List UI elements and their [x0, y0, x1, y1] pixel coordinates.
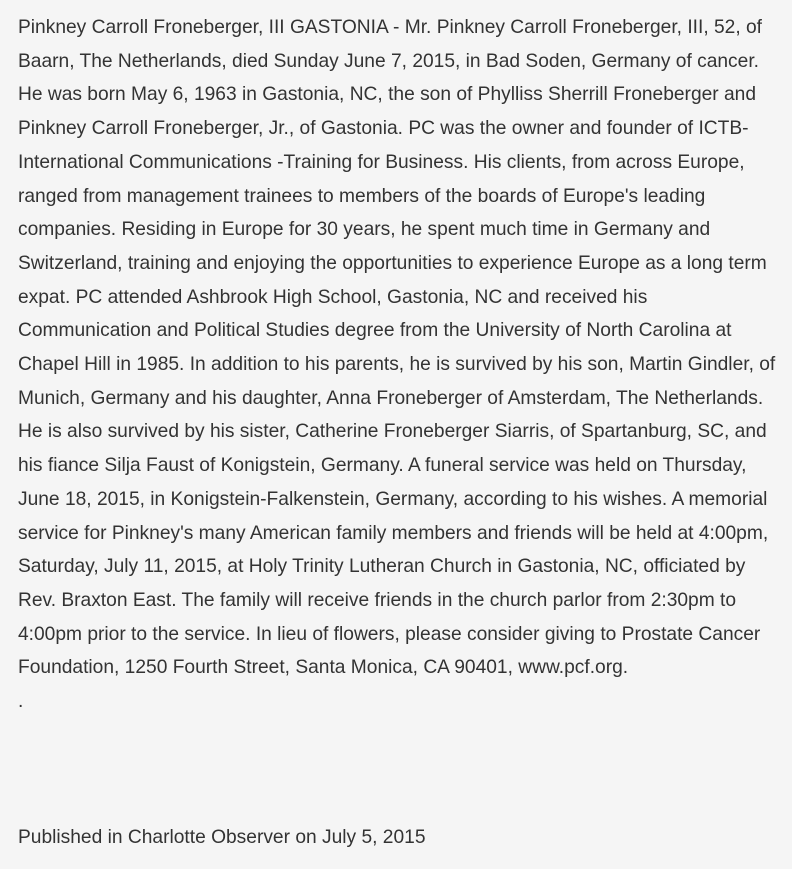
publication-line	[18, 821, 426, 855]
publication-date: July 5, 2015	[322, 827, 426, 848]
obituary-trailing-mark: .	[18, 691, 24, 713]
publication-on: on	[295, 827, 317, 848]
obituary-body: Pinkney Carroll Froneberger, III GASTONIA - Mr. Pinkney Carroll Froneberger, III, 52, of Baarn, The Netherlands, died Sunday June 7, 2015, in Bad Soden, Germany of cancer. He was born May 6, 1963 in Gastonia, NC, the son of Phylliss Sherrill Froneberger and Pinkney Carroll Froneberger, Jr., of Gastonia. PC was the owner and founder of ICTB-International Communications -Training for Business. His clients, from across Europe, ranged from management trainees to members of the boards of Europe's leading companies. Residing in Europe for 30 years, he spent much time in Germany and Switzerland, training and enjoying the opportunities to experience Europe as a long term expat. PC attended Ashbrook High School, Gastonia, NC and received his Communication and Political Studies degree from the University of North Carolina at Chapel Hill in 1985. In addition to his parents, he is survived by his son, Martin Gindler, of Munich, Germany and his daughter, Anna Froneberger of Amsterdam, The Netherlands. He is also survived by his sister, Catherine Froneberger Siarris, of Spartanburg, SC, and his fiance Silja Faust of Konigstein, Germany. A funeral service was held on Thursday, June 18, 2015, in Konigstein-Falkenstein, Germany, according to his wishes. A memorial service for Pinkney's many American family members and friends will be held at 4:00pm, Saturday, July 11, 2015, at Holy Trinity Lutheran Church in Gastonia, NC, officiated by Rev. Braxton East. The family will receive friends in the church parlor from 2:30pm to 4:00pm prior to the service. In lieu of flowers, please consider giving to Prostate Cancer Foundation, 1250 Fourth Street, Santa Monica, CA 90401, www.pcf.org.	[18, 17, 776, 679]
publication-prefix: Published in	[18, 827, 123, 848]
obituary-container	[18, 11, 780, 719]
publication-source: Charlotte Observer	[127, 827, 290, 848]
